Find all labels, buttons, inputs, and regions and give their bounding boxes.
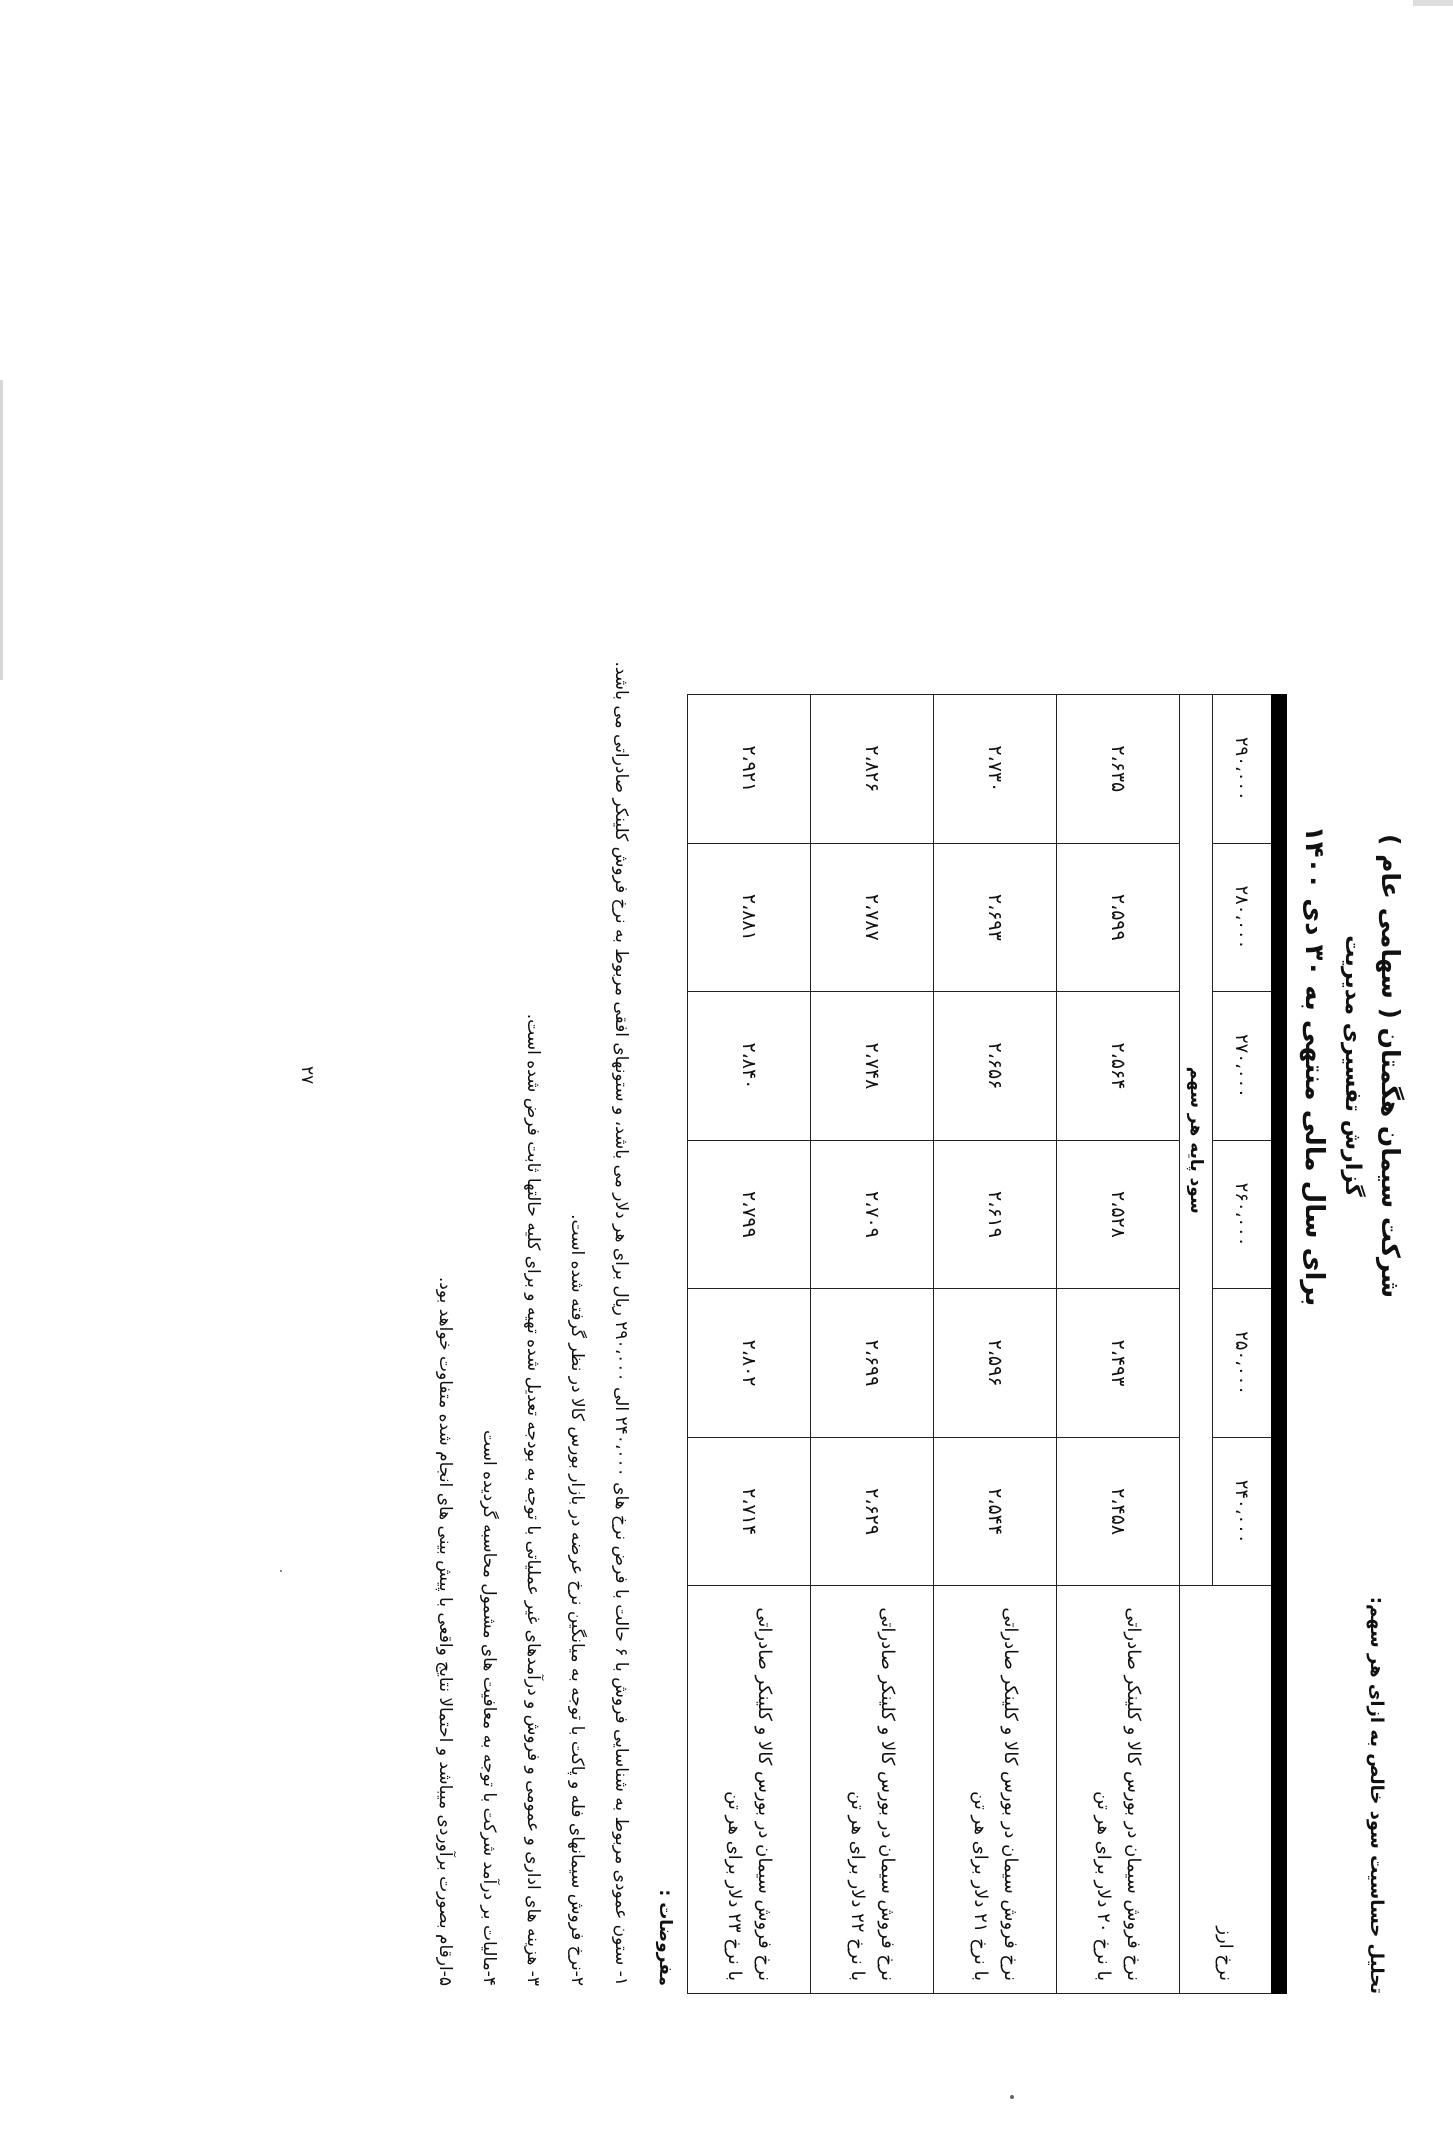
eps-cell: ۲،۷۴۸ bbox=[810, 992, 933, 1141]
row-label: نرخ فروش سیمان در بورس کالا و کلینکر صادراتی با نرخ ۲۰ دلار برای هر تن bbox=[1056, 1586, 1179, 1994]
eps-cell: ۲،۶۹۹ bbox=[810, 1289, 933, 1438]
table-top-bar bbox=[1271, 695, 1286, 1994]
page-header bbox=[1295, 46, 1409, 2086]
company-name: شرکت سیمان هگمتان ( سهامی عام ) bbox=[1375, 833, 1405, 1299]
section-title: تحلیل حساسیت سود خالص به ازای هر سهم: bbox=[1365, 1596, 1387, 1994]
rate-header-cell: نرخ ارز bbox=[1179, 1586, 1271, 1994]
eps-cell: ۲،۶۱۹ bbox=[933, 1140, 1056, 1289]
row-label: نرخ فروش سیمان در بورس کالا و کلینکر صادراتی با نرخ ۲۳ دلار برای هر تن bbox=[687, 1586, 810, 1994]
assumption-item: ۴-مالیات بر درآمد شرکت با توجه به معافیت های مشمول محاسبه گردیده است bbox=[478, 1430, 499, 1986]
eps-cell: ۲،۶۲۹ bbox=[810, 1437, 933, 1586]
rate-cell: ۲۹۰،۰۰۰ bbox=[1212, 695, 1271, 844]
rate-cell: ۲۷۰،۰۰۰ bbox=[1212, 992, 1271, 1141]
assumption-item: ۳- هزینه های اداری و عمومی و فروش و درآمدهای غیر عملیاتی با توجه به بودجه تعدیل شده تهیه و برای کلیه حالتها ثابت فرض شده است. bbox=[522, 1013, 543, 1986]
rate-cell: ۲۶۰،۰۰۰ bbox=[1212, 1140, 1271, 1289]
scan-mark bbox=[1413, 0, 1453, 6]
period-title: برای سال مالی منتهی به ۳۰ دی ۱۴۰۰ bbox=[1298, 825, 1329, 1307]
report-title: گزارش تفسیری مدیریت bbox=[1339, 935, 1365, 1197]
subheader-cell: سود پایه هر سهم bbox=[1179, 695, 1212, 1586]
eps-cell: ۲،۴۹۳ bbox=[1056, 1289, 1179, 1438]
table-row bbox=[933, 695, 1056, 1994]
eps-cell: ۲،۸۸۱ bbox=[687, 843, 810, 992]
eps-cell: ۲،۶۵۶ bbox=[933, 992, 1056, 1141]
rate-cell: ۲۸۰،۰۰۰ bbox=[1212, 843, 1271, 992]
table-row bbox=[810, 695, 933, 1994]
eps-cell: ۲،۷۸۷ bbox=[810, 843, 933, 992]
rate-header-row bbox=[1212, 695, 1271, 1994]
eps-cell: ۲،۷۰۹ bbox=[810, 1140, 933, 1289]
table-row bbox=[1056, 695, 1179, 1994]
eps-cell: ۲،۵۶۴ bbox=[1056, 992, 1179, 1141]
eps-cell: ۲،۶۳۵ bbox=[1056, 695, 1179, 844]
table-row bbox=[687, 695, 810, 1994]
assumption-item: ۲-نرخ فروش سیمانهای فله و پاکت با توجه به میانگین نرخ عرضه در بازار بورس کالا در نظر گرفته شده است. bbox=[566, 1214, 587, 1986]
row-label: نرخ فروش سیمان در بورس کالا و کلینکر صادراتی با نرخ ۲۱ دلار برای هر تن bbox=[933, 1586, 1056, 1994]
assumptions-title: مفروضات : bbox=[654, 1889, 675, 1986]
eps-cell: ۲،۵۹۹ bbox=[1056, 843, 1179, 992]
eps-cell: ۲،۵۹۶ bbox=[933, 1289, 1056, 1438]
rate-cell: ۲۴۰،۰۰۰ bbox=[1212, 1437, 1271, 1586]
page-number: ۲۷ bbox=[296, 1066, 317, 1085]
eps-cell: ۲،۸۴۰ bbox=[687, 992, 810, 1141]
eps-cell: ۲،۵۲۸ bbox=[1056, 1140, 1179, 1289]
assumptions bbox=[423, 136, 687, 1986]
eps-cell: ۲،۹۲۱ bbox=[687, 695, 810, 844]
eps-cell: ۲،۷۹۹ bbox=[687, 1140, 810, 1289]
rate-cell: ۲۵۰،۰۰۰ bbox=[1212, 1289, 1271, 1438]
scan-speck bbox=[1010, 2095, 1014, 2099]
eps-cell: ۲،۷۳۰ bbox=[933, 695, 1056, 844]
eps-cell: ۲،۵۴۴ bbox=[933, 1437, 1056, 1586]
assumption-item: ۱- ستون عمودی مربوط به شناسایی فروش با ۶ حالت با فرض نرخ های ۲۴۰،۰۰۰ الی ۲۹۰،۰۰۰ ریال برای هر دلار می باشد، و ستونهای افقی مربوط به نرخ فروش کلینکر صادراتی می باشد. bbox=[610, 661, 631, 1986]
eps-cell: ۲،۶۹۳ bbox=[933, 843, 1056, 992]
assumption-item: ۵-ارقام بصورت برآوردی میباشد و احتمالا نتایج واقعی با پیش بینی های انجام شده متفاوت خواهد بود. bbox=[434, 1276, 455, 1986]
eps-cell: ۲،۸۲۶ bbox=[810, 695, 933, 844]
rotated-page bbox=[27, 46, 1427, 2086]
eps-cell: ۲،۷۱۴ bbox=[687, 1437, 810, 1586]
scan-edge bbox=[0, 380, 3, 680]
eps-cell: ۲،۴۵۸ bbox=[1056, 1437, 1179, 1586]
row-label: نرخ فروش سیمان در بورس کالا و کلینکر صادراتی با نرخ ۲۲ دلار برای هر تن bbox=[810, 1586, 933, 1994]
sensitivity-table bbox=[687, 694, 1287, 1994]
eps-cell: ۲،۸۰۲ bbox=[687, 1289, 810, 1438]
